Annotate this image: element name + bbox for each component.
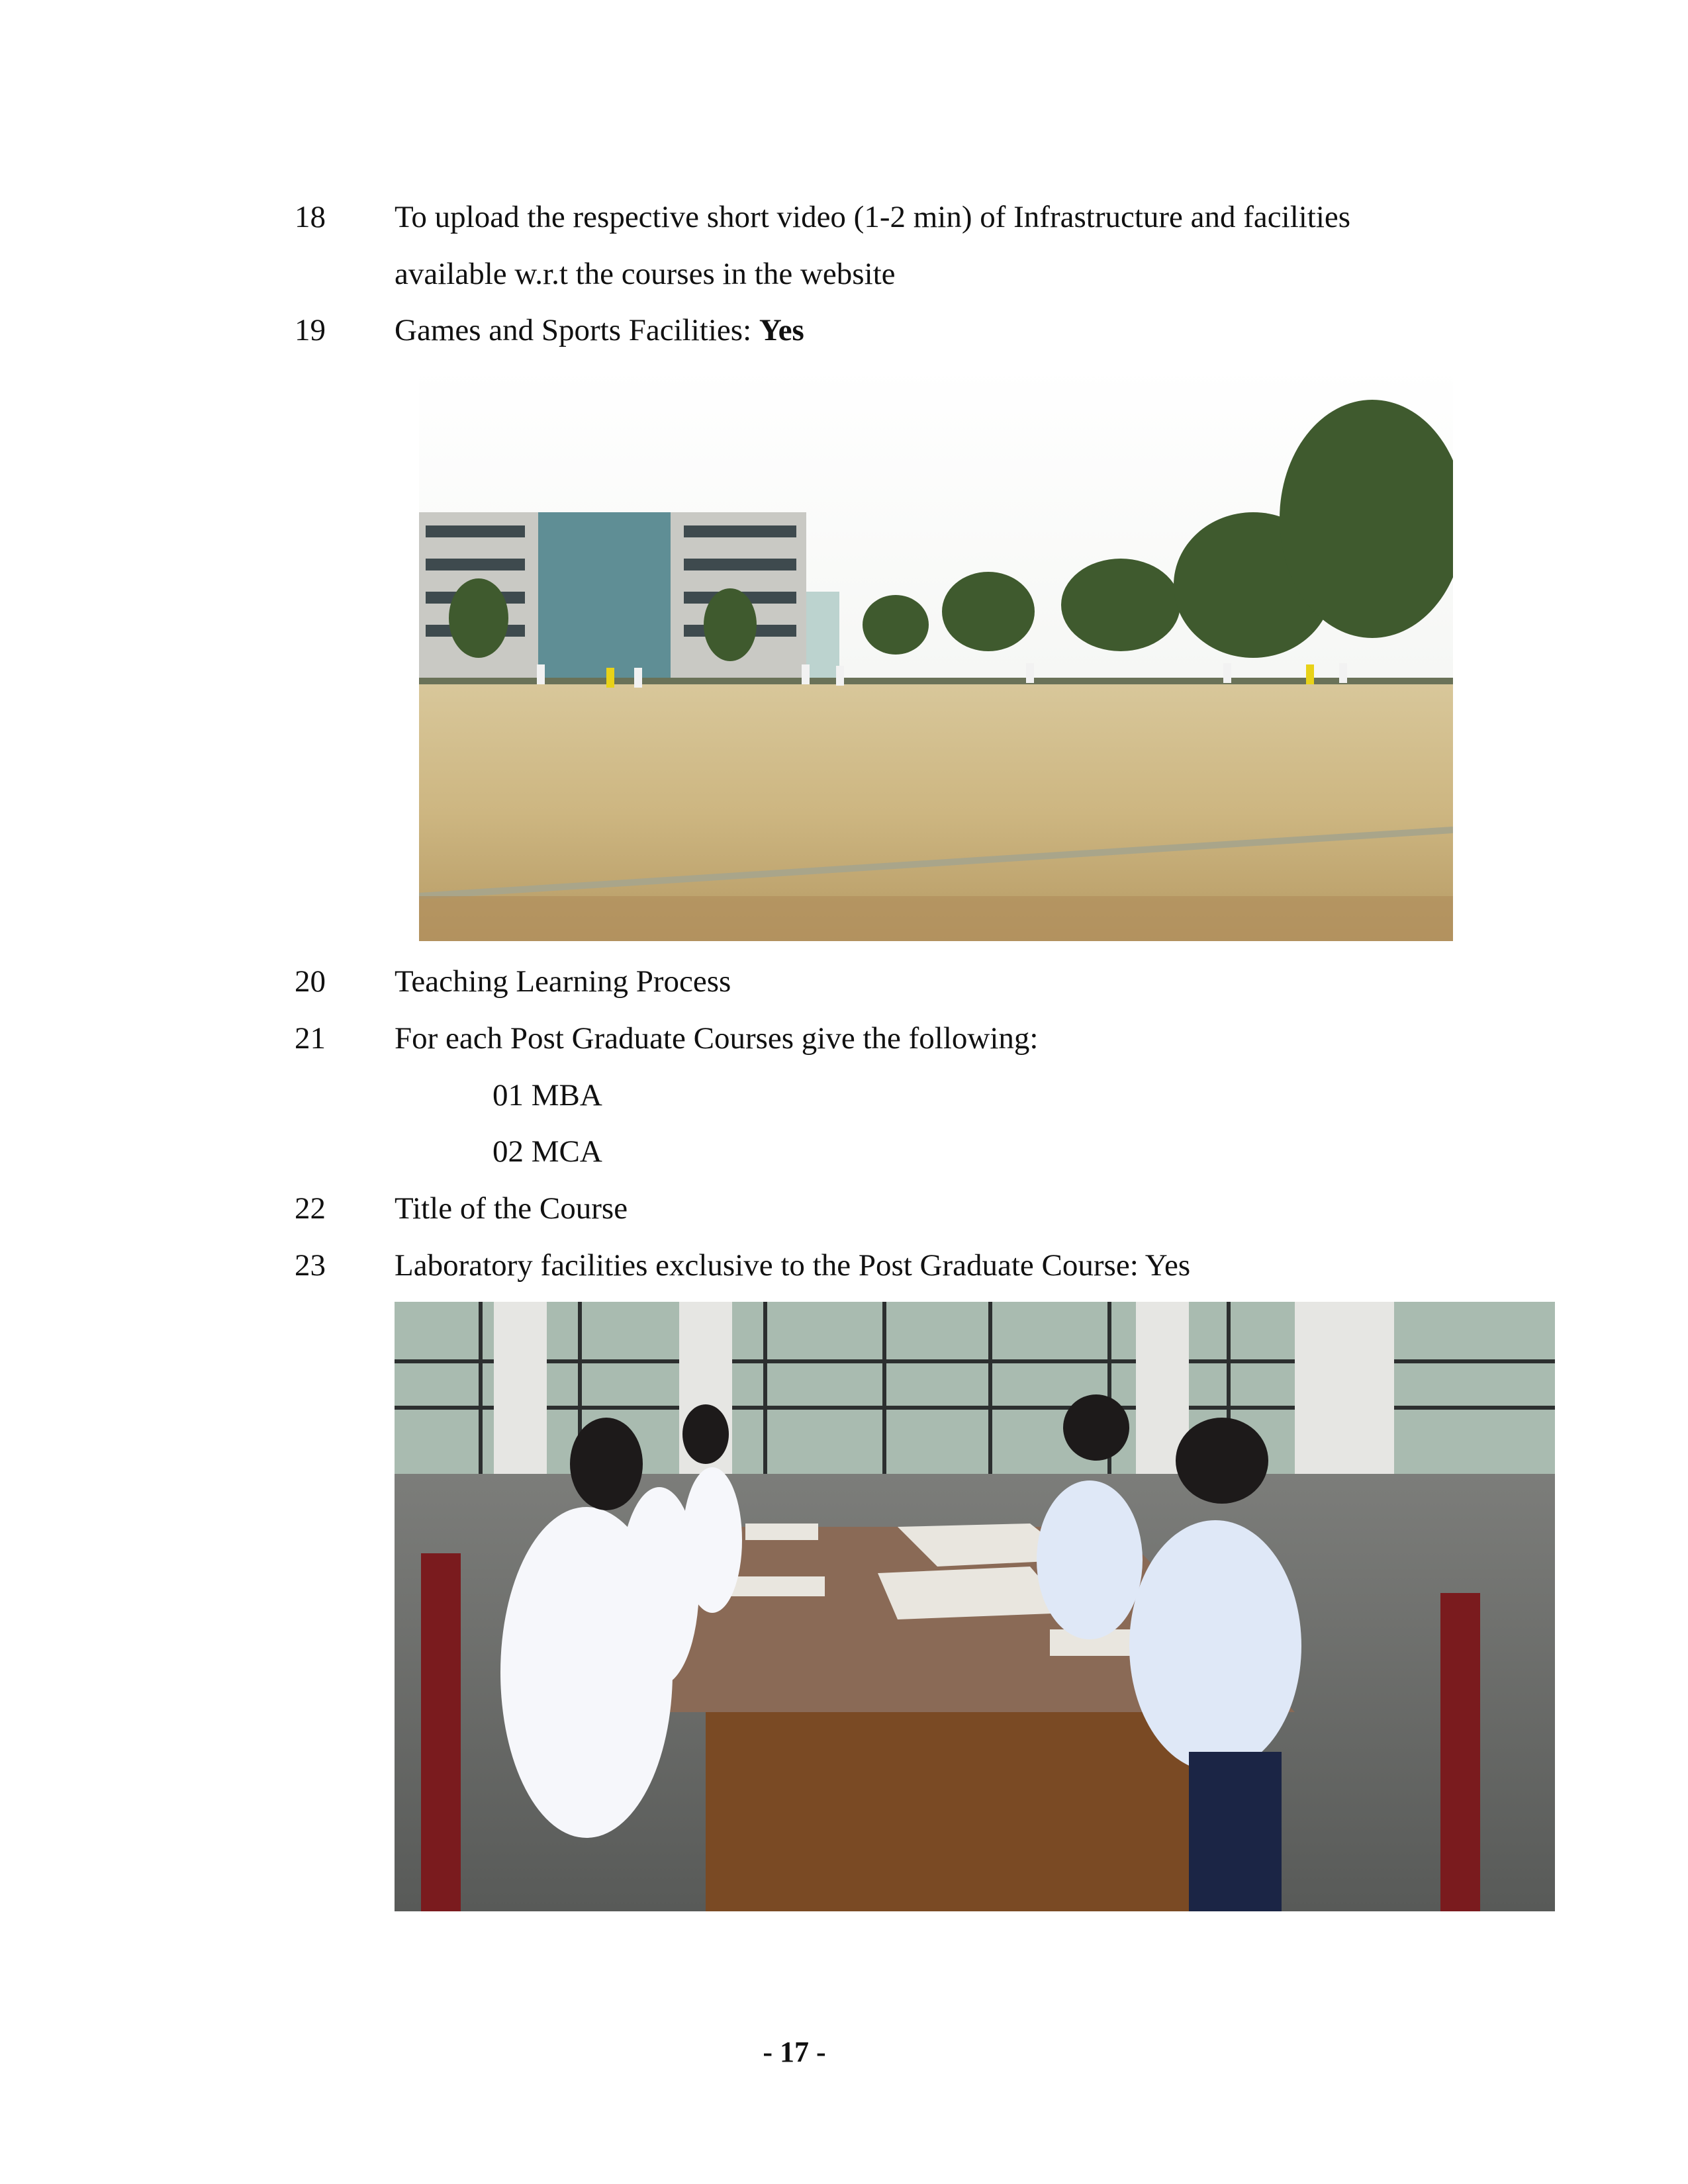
- sports-ground-photo: [419, 367, 1453, 941]
- item-text: Title of the Course: [395, 1191, 628, 1226]
- item-text: Teaching Learning Process: [395, 964, 731, 999]
- item-text: Laboratory facilities exclusive to the Post Graduate Course: Yes: [395, 1248, 1191, 1283]
- item-number: 19: [295, 313, 326, 347]
- item-number: 21: [295, 1021, 326, 1056]
- item-text: To upload the respective short video (1-2 min) of Infrastructure and facilities: [395, 200, 1351, 234]
- item-number: 20: [295, 964, 326, 999]
- course-label: 02 MCA: [492, 1134, 602, 1169]
- item-number: 18: [295, 200, 326, 234]
- course-label: 01 MBA: [492, 1078, 602, 1113]
- item-label: Games and Sports Facilities:: [395, 313, 759, 347]
- page-number: - 17 -: [763, 2036, 826, 2068]
- item-number: 22: [295, 1191, 326, 1226]
- item-answer: Yes: [759, 313, 804, 347]
- item-text: [395, 310, 804, 350]
- item-number: 23: [295, 1248, 326, 1283]
- library-photo: [395, 1302, 1555, 1911]
- item-text: For each Post Graduate Courses give the following:: [395, 1021, 1039, 1056]
- item-text-continued: available w.r.t the courses in the website: [395, 257, 896, 291]
